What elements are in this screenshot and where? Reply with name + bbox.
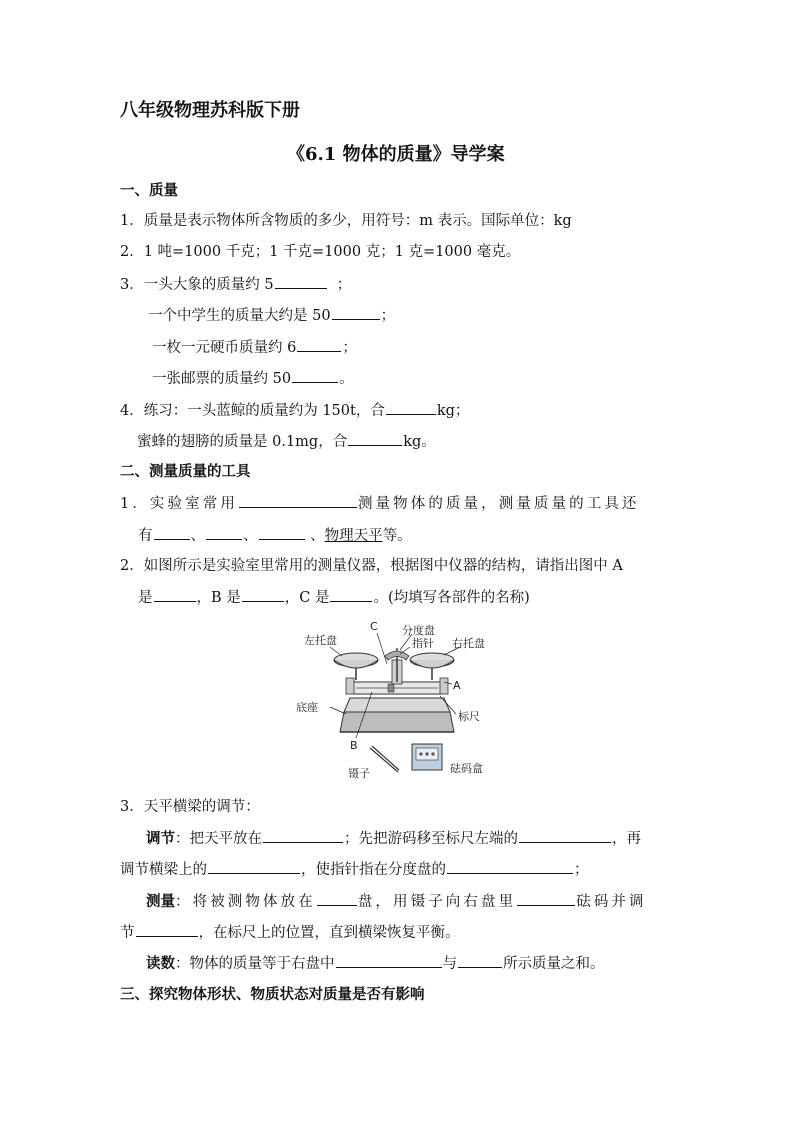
fill-blank[interactable]	[154, 525, 190, 540]
label-c: C	[370, 620, 378, 633]
label-b: B	[350, 739, 358, 752]
fill-blank[interactable]	[386, 400, 436, 415]
s2-item-1b: 有 、 、 、物理天平等。	[138, 525, 412, 546]
weight-box-icon	[412, 744, 442, 770]
fill-blank[interactable]	[239, 493, 357, 508]
s2-item-2b: 是 ，B 是 ，C 是 。(均填写各部件的名称)	[138, 587, 530, 608]
label-base: 底座	[296, 701, 318, 714]
s1-item-3a: 3．一头大象的质量约 5 ；	[120, 274, 351, 295]
fill-blank[interactable]	[447, 859, 573, 874]
fill-blank[interactable]	[519, 828, 611, 843]
fill-blank[interactable]	[206, 525, 242, 540]
pointer-and-dial	[385, 648, 409, 684]
reading-line: 读数：物体的质量等于右盘中 与 所示质量之和。	[146, 955, 605, 972]
fill-blank[interactable]	[330, 587, 372, 602]
label-scale-dial: 分度盘	[402, 624, 435, 637]
s2-item-2a: 2．如图所示是实验室里常用的测量仪器，根据图中仪器的结构，请指出图中 A	[120, 558, 623, 574]
s1-item-4b: 蜜蜂的翅膀的质量是 0.1mg，合 kg。	[137, 431, 436, 452]
document-header: 八年级物理苏科版下册	[120, 100, 300, 121]
tweezers-icon	[370, 746, 399, 772]
label-left-pan: 左托盘	[304, 634, 337, 647]
fill-blank[interactable]	[517, 891, 575, 906]
page-title: 《6.1 物体的质量》导学案	[287, 144, 505, 165]
fill-blank[interactable]	[336, 953, 442, 968]
fill-blank[interactable]	[317, 891, 357, 906]
adjust-line-1: 调节：把天平放在 ；先把游码移至标尺左端的 ，再	[146, 830, 641, 847]
measure-line-2: 节 ，在标尺上的位置，直到横梁恢复平衡。	[120, 922, 460, 943]
s1-item-4a: 4．练习：一头蓝鲸的质量约为 150t，合 kg；	[120, 400, 469, 421]
fill-blank[interactable]	[348, 431, 402, 446]
label-tweezers: 镊子	[348, 767, 370, 780]
fill-blank[interactable]	[297, 337, 341, 352]
balance-diagram	[292, 620, 504, 782]
balance-base	[340, 698, 454, 732]
label-a: A	[453, 679, 461, 692]
label-weight-box: 砝码盒	[450, 762, 483, 775]
adjust-line-2: 调节横梁上的 ，使指针指在分度盘的 ；	[120, 859, 589, 880]
fill-blank[interactable]	[263, 828, 343, 843]
fill-blank[interactable]	[136, 922, 198, 937]
underlined-term: 物理天平	[324, 528, 383, 544]
s1-item-1: 1．质量是表示物体所含物质的多少，用符号：m 表示。国际单位：kg	[120, 213, 572, 229]
fill-blank[interactable]	[292, 368, 338, 383]
s1-item-3b: 一个中学生的质量大约是 50 ；	[148, 305, 395, 326]
label-right-pan: 右托盘	[452, 637, 485, 650]
fill-blank[interactable]	[208, 859, 300, 874]
fill-blank[interactable]	[259, 525, 305, 540]
fill-blank[interactable]	[458, 953, 502, 968]
label-pointer: 指针	[412, 637, 434, 650]
fill-blank[interactable]	[332, 305, 380, 320]
section-1-heading: 一、质量	[120, 182, 178, 199]
s1-item-2: 2．1 吨=1000 千克；1 千克=1000 克；1 克=1000 毫克。	[120, 244, 521, 260]
fill-blank[interactable]	[242, 587, 284, 602]
s1-item-3c: 一枚一元硬币质量约 6 ；	[152, 337, 357, 358]
section-2-heading: 二、测量质量的工具	[120, 463, 251, 480]
right-pan	[410, 653, 454, 680]
left-pan	[334, 653, 378, 680]
fill-blank[interactable]	[154, 587, 196, 602]
fill-blank[interactable]	[275, 274, 327, 289]
section-3-heading: 三、探究物体形状、物质状态对质量是否有影响	[120, 986, 425, 1003]
s3-item-3: 3．天平横梁的调节：	[120, 799, 260, 815]
s2-item-1a: 1．实验室常用 测量物体的质量，测量质量的工具还	[120, 493, 640, 514]
label-ruler: 标尺	[458, 710, 480, 723]
s1-item-3d: 一张邮票的质量约 50 。	[152, 368, 354, 389]
measure-line-1: 测量：将被测物体放在 盘，用镊子向右盘里 砝码并调	[146, 893, 647, 910]
